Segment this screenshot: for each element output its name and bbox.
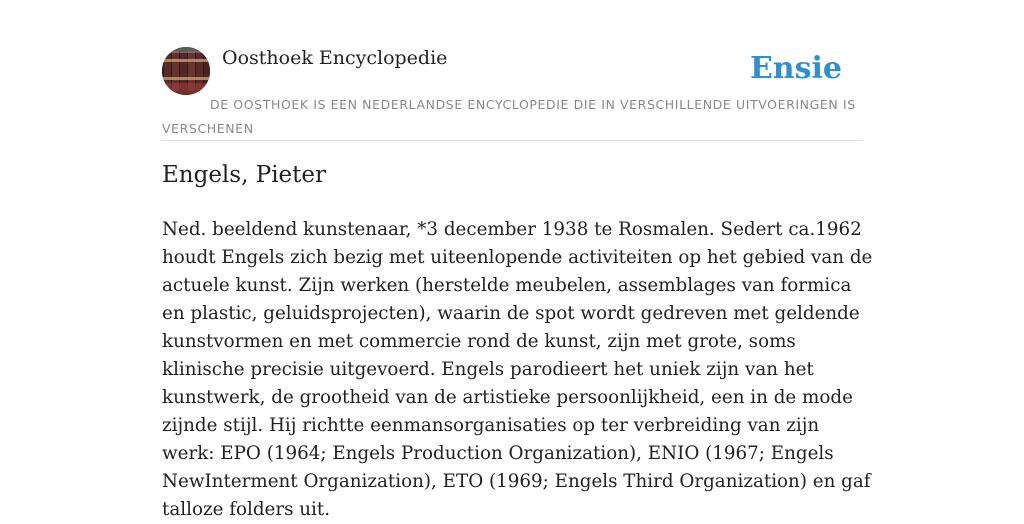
ensie-logo[interactable]: Ensie — [749, 51, 842, 86]
entry-title: Engels, Pieter — [162, 162, 327, 188]
source-title[interactable]: Oosthoek Encyclopedie — [222, 47, 448, 69]
source-header — [162, 44, 862, 141]
source-description: DE OOSTHOEK IS EEN NEDERLANDSE ENCYCLOPEDIE DIE IN VERSCHILLENDE UITVOERINGEN IS VERSCHENEN — [162, 97, 856, 136]
encyclopedia-books-icon[interactable] — [162, 47, 210, 95]
entry-body: Ned. beeldend kunstenaar, *3 december 1938 te Rosmalen. Sedert ca.1962 houdt Engels zich bezig met uiteenlopende activiteiten op het gebied van de actuele kunst. Zijn werken (herstelde meubelen, assemblages van formica en plastic, geluidsprojecten), waarin de spot wordt gedreven met geldende kunstvormen en met commercie rond de kunst, zijn met grote, soms klinische precisie uitgevoerd. Engels parodieert het uniek zijn van het kunstwerk, de grootheid van de artistieke persoonlijkheid, een in de mode zijnde stijl. Hij richtte eenmansorganisaties op ter verbreiding van zijn werk: EPO (1964; Engels Production Organization), ENIO (1967; Engels NewInterment Organization), ETO (1969; Engels Third Organization) en gaf talloze folders uit. — [162, 219, 873, 520]
